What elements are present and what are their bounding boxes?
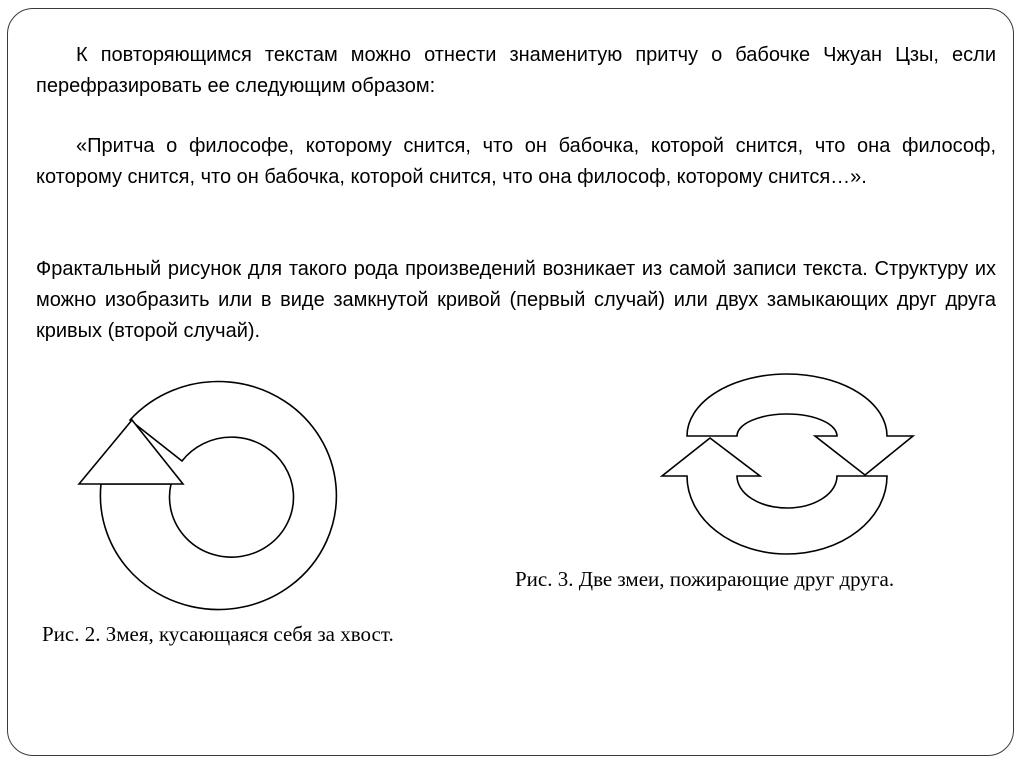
- intro-paragraph: К повторяющимся текстам можно отнести знаменитую притчу о бабочке Чжуан Цзы, если перефразировать ее следующим образом:: [36, 44, 996, 97]
- snake-ring-head: [79, 420, 183, 484]
- snake-ring-figure: [70, 380, 360, 620]
- figure-2-caption: Рис. 2. Змея, кусающаяся себя за хвост.: [42, 622, 394, 646]
- parable-paragraph: «Притча о философе, которому снится, что он бабочка, которой снится, что она философ, которому снится, что он бабочка, которой снится, что она философ, которому снится…».: [36, 135, 996, 188]
- figure-3-caption: Рис. 3. Две змеи, пожирающие друг друга.: [515, 567, 895, 591]
- fractal-paragraph: Фрактальный рисунок для такого рода произведений возникает из самой записи текста. Структуру их можно изобразить или в виде замкнутой кривой (первый случай) или двух замыкающих друг друга кривых (второй случай).: [36, 258, 996, 342]
- snake-ring-body: [100, 382, 336, 610]
- two-snakes-figure: [655, 360, 920, 560]
